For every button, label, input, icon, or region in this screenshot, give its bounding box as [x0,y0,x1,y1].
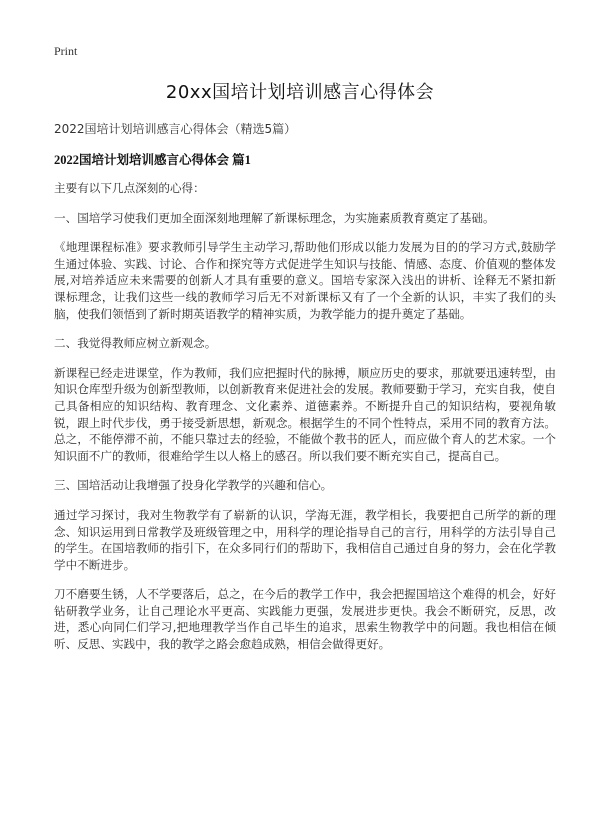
paragraph-point-two: 二、我觉得教师应树立新观念。 [54,336,217,351]
paragraph-point-three: 三、国培活动让我增强了投身化学教学的兴趣和信心。 [54,478,333,493]
article-body [54,180,556,666]
section-heading: 2022国培计划培训感言心得体会 篇1 [54,153,251,167]
document-title: 20xx国培计划培训感言心得体会 [165,82,435,103]
document-subtitle: 2022国培计划培训感言心得体会（精选5篇） [54,122,297,136]
print-link[interactable]: Print [54,44,78,58]
paragraph-intro: 主要有以下几点深刻的心得： [54,181,205,195]
paragraph-study-discussion: 通过学习探讨，我对生物教学有了崭新的认识，学海无涯，教学相长，我要把自己所学的新的理念、知识运用到日常教学及班级管理之中，用科学的理论指导自己的言行，用科学的方法引导自己的学生。在国培教师的指引下，在众多同行们的帮助下，我相信自己通过自身的努力，会在化学教学中不断进步。 [54,507,556,572]
paragraph-curriculum-standard: 《地理课程标准》要求教师引导学生主动学习,帮助他们形成以能力发展为目的的学习方式,鼓励学生通过体验、实践、讨论、合作和探究等方式促进学生知识与技能、情感、态度、价值观的整体发展,对培养适应未来需要的创新人才具有重要的意义。国培专家深入浅出的讲析、诠释无不紧扣新课标理念，让我们这些一线的教师学习后无不对新课标又有了一个全新的认识，丰实了我们的头脑，使我们领悟到了新时期英语教学的精神实质，为教学能力的提升奠定了基础。 [54,240,556,321]
paragraph-point-one: 一、国培学习使我们更加全面深刻地理解了新课标理念，为实施素质教育奠定了基础。 [54,210,495,225]
paragraph-conclusion: 刀不磨要生锈，人不学要落后，总之，在今后的教学工作中，我会把握国培这个难得的机会，好好钻研教学业务，让自己理论水平更高、实践能力更强，发展进步更快。我会不断研究，反思，改进，悉心向同仁们学习,把地理教学当作自己毕生的追求，思索生物教学中的问题。我也相信在倾听、反思、实践中，我的教学之路会愈趋成熟，相信会做得更好。 [54,587,556,652]
paragraph-new-curriculum: 新课程已经走进课堂，作为教师，我们应把握时代的脉搏，顺应历史的要求，那就要迅速转型，由知识仓库型升级为创新型教师，以创新教育来促进社会的发展。教师要勤于学习，充实自我，使自己具备相应的知识结构、教育理念、文化素养、道德素养。不断提升自己的知识结构，要视角敏锐，跟上时代步伐，勇于接受新思想，新观念。根据学生的不同个性特点，采用不同的教育方法。总之，不能停滞不前，不能只靠过去的经验，不能做个教书的匠人，而应做个育人的艺术家。一个知识面不广的教师，很难给学生以人格上的感召。所以我们要不断充实自己，提高自己。 [54,365,556,463]
